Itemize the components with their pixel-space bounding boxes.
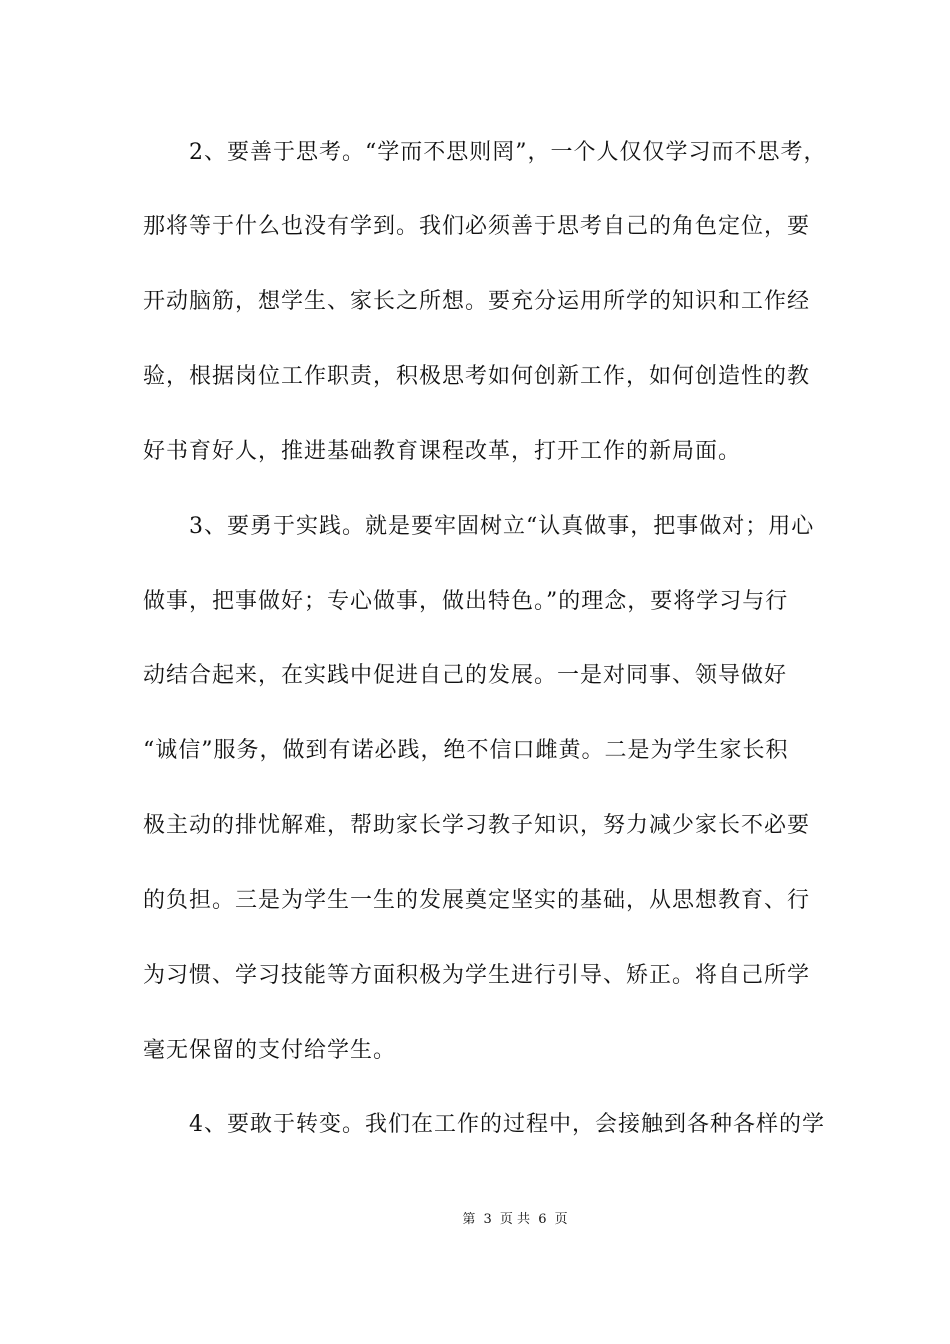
text-line: 的负担。三是为学生一生的发展奠定坚实的基础，从思想教育、行 [143,888,811,913]
footer-prefix: 第 [462,1212,476,1227]
text-line: 3、要勇于实践。就是要牢固树立“认真做事，把事做对；用心 [143,514,815,539]
footer-suffix: 页 [554,1212,568,1227]
current-page-number: 3 [483,1212,492,1227]
text-line: 极主动的排忧解难，帮助家长学习教子知识，努力减少家长不必要 [143,813,811,838]
text-line: “诚信”服务，做到有诺必践，绝不信口雌黄。二是为学生家长积 [143,738,789,763]
total-page-count: 6 [538,1212,547,1227]
text-line: 为习惯、学习技能等方面积极为学生进行引导、矫正。将自己所学 [143,963,811,988]
text-line: 动结合起来，在实践中促进自己的发展。一是对同事、领导做好 [143,663,788,688]
text-line: 验，根据岗位工作职责，积极思考如何创新工作，如何创造性的教 [143,364,811,389]
text-line: 2、要善于思考。“学而不思则罔”，一个人仅仅学习而不思考， [143,140,827,165]
page-footer [0,1208,950,1227]
text-line: 好书育好人，推进基础教育课程改革，打开工作的新局面。 [143,439,742,464]
text-line: 开动脑筋，想学生、家长之所想。要充分运用所学的知识和工作经 [143,289,811,314]
text-line: 做事，把事做好；专心做事，做出特色。”的理念，要将学习与行 [143,589,789,614]
text-line: 4、要敢于转变。我们在工作的过程中，会接触到各种各样的学 [143,1112,825,1137]
footer-mid: 页 共 [499,1212,531,1227]
text-line: 毫无保留的支付给学生。 [143,1038,397,1063]
text-line: 那将等于什么也没有学到。我们必须善于思考自己的角色定位，要 [143,214,811,239]
